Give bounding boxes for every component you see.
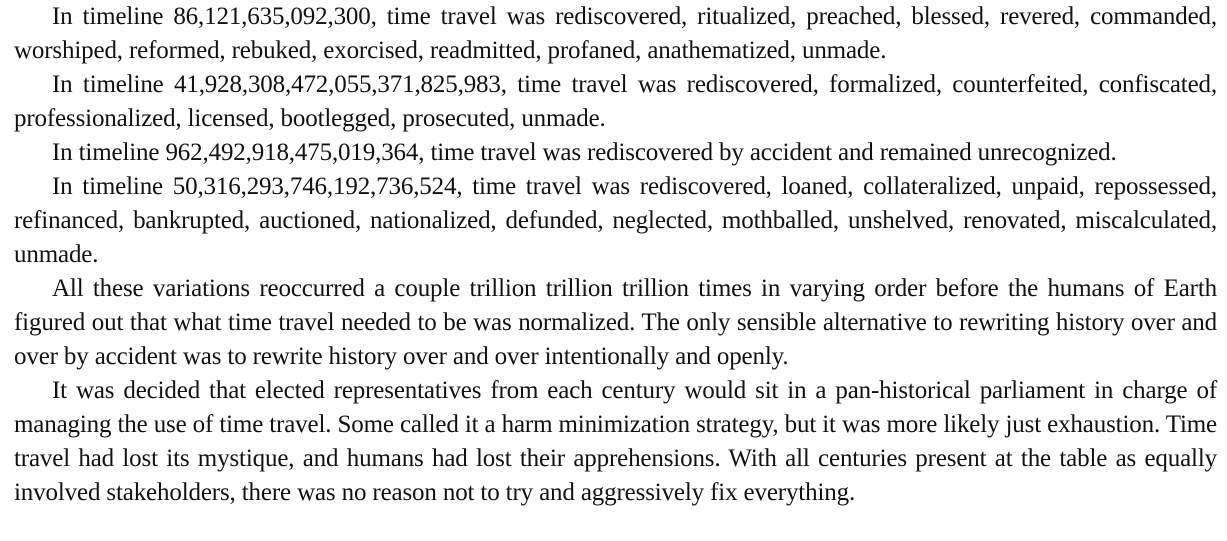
paragraph-timeline-4: In timeline 50,316,293,746,192,736,524, time travel was rediscovered, loaned, collateralized, unpaid, repossessed, refinanced, bankrupted, auctioned, nationalized, defunded, neglected, mothballed, unshelved, renovated, miscalculated, unmade. — [14, 173, 1217, 268]
paragraph-timeline-3: In timeline 962,492,918,475,019,364, time travel was rediscovered by accident and remained unrecognized. — [52, 139, 1117, 166]
paragraph-parliament: It was decided that elected representatives from each century would sit in a pan-historical parliament in charge of managing the use of time travel. Some called it a harm minimization strategy, but it was more likely just exhaustion. Time travel had lost its mystique, and humans had lost their apprehensions. With all centuries present at the table as equally involved stakeholders, there was no reason not to try and aggressively fix everything. — [14, 377, 1217, 506]
paragraph-timeline-2: In timeline 41,928,308,472,055,371,825,983, time travel was rediscovered, formalized, counterfeited, confiscated, professionalized, licensed, bootlegged, prosecuted, unmade. — [14, 71, 1217, 132]
paragraph-timeline-1: In timeline 86,121,635,092,300, time travel was rediscovered, ritualized, preached, blessed, revered, commanded, worshiped, reformed, rebuked, exorcised, readmitted, profaned, anathematized, unmade. — [14, 3, 1217, 64]
paragraph-variations: All these variations reoccurred a couple trillion trillion trillion times in varying order before the humans of Earth figured out that what time travel needed to be was normalized. The only sensible alternative to rewriting history over and over by accident was to rewrite history over and over intentionally and openly. — [14, 275, 1217, 370]
